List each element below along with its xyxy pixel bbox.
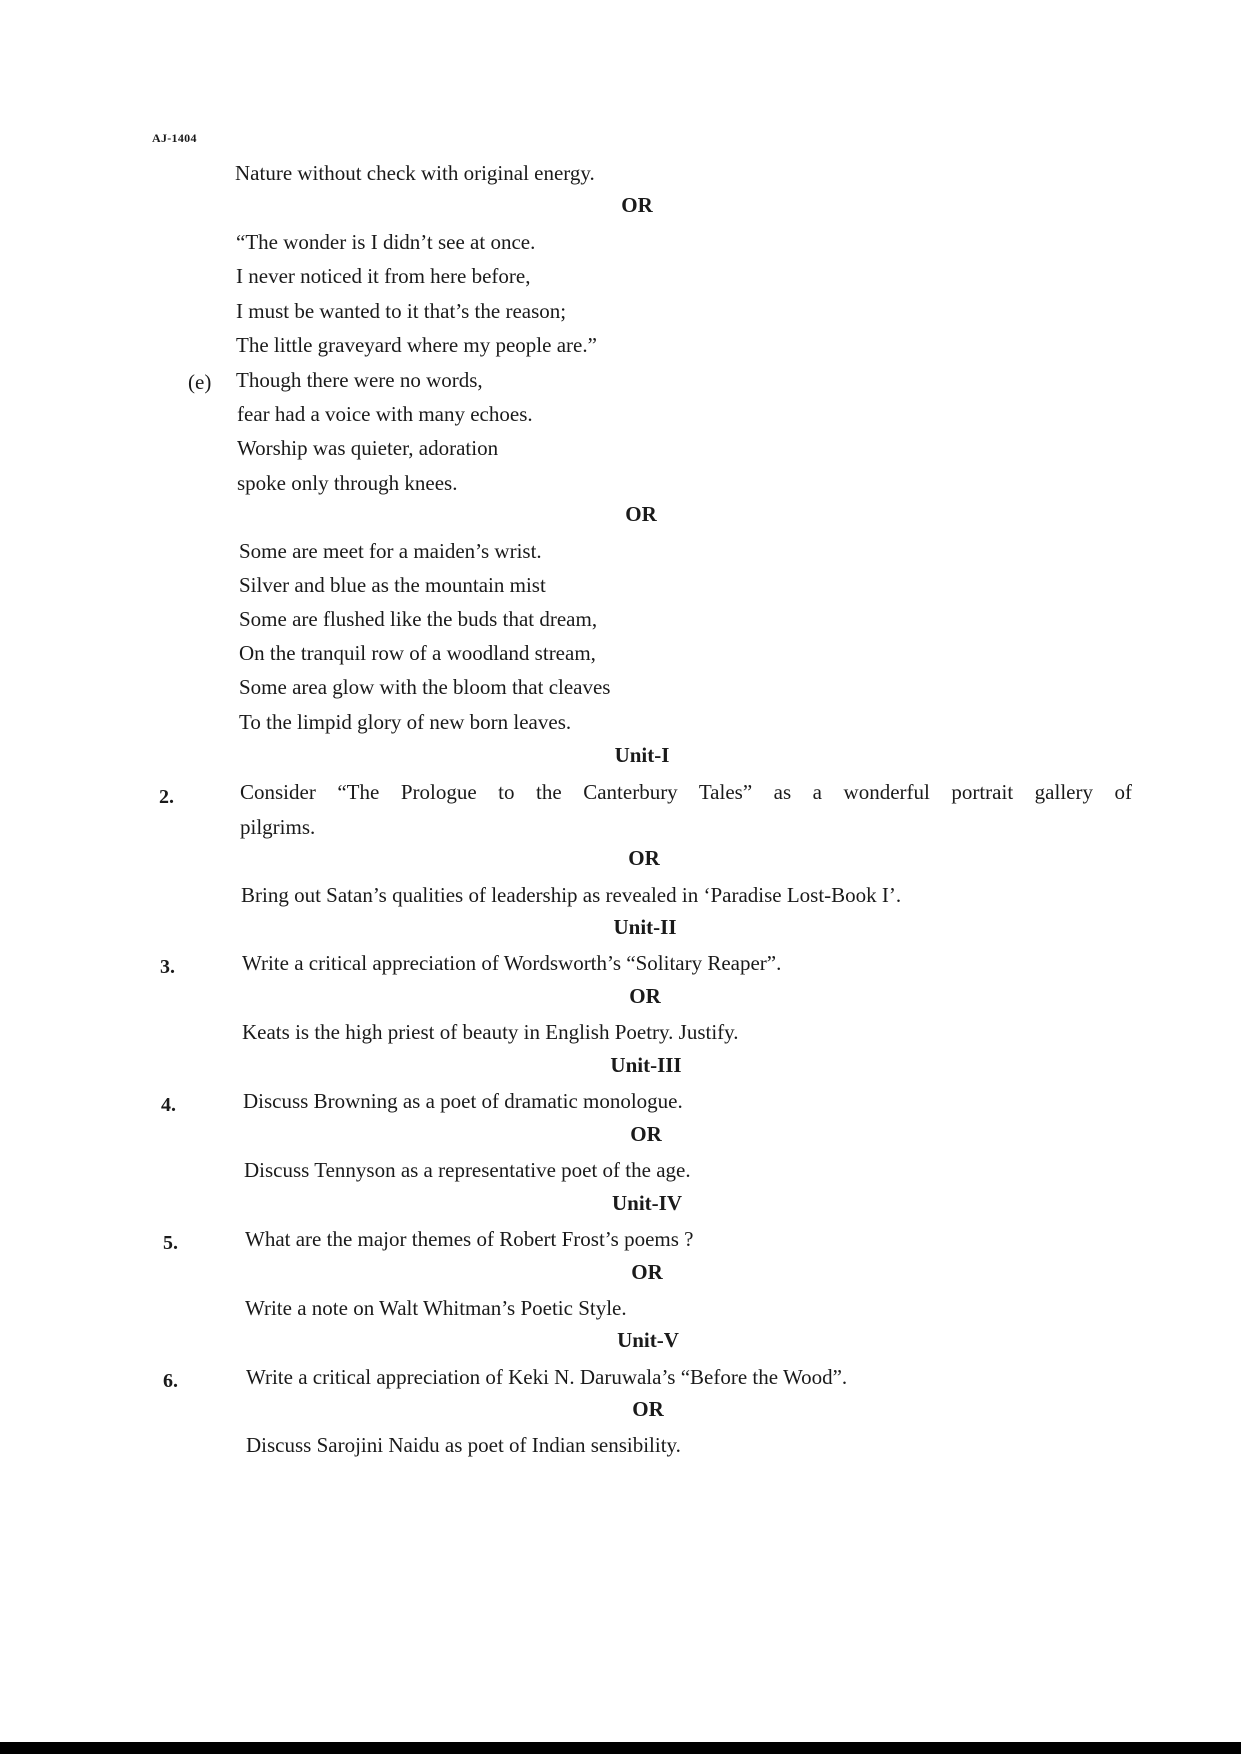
question-text: Discuss Browning as a poet of dramatic monologue. [243, 1089, 683, 1113]
question-number: 2. [159, 786, 174, 808]
question-number: 6. [163, 1370, 178, 1392]
poem-line: On the tranquil row of a woodland stream, [239, 641, 596, 665]
part-e-label: (e) [188, 370, 212, 394]
or-divider: OR [628, 846, 660, 870]
or-divider: OR [631, 1260, 663, 1284]
question-text: Consider “The Prologue to the Canterbury Tales” as a wonderful portrait gallery of [240, 780, 1132, 804]
poem-line: I never noticed it from here before, [236, 264, 531, 288]
continuation-line: Nature without check with original energy. [235, 161, 595, 185]
poem-line: fear had a voice with many echoes. [237, 402, 533, 426]
or-divider: OR [625, 502, 657, 526]
or-divider: OR [630, 1122, 662, 1146]
paper-code: AJ-1404 [152, 131, 197, 145]
poem-line: “The wonder is I didn’t see at once. [236, 230, 536, 254]
alternative-question: Keats is the high priest of beauty in English Poetry. Justify. [242, 1020, 739, 1044]
poem-line: I must be wanted to it that’s the reason; [236, 299, 567, 323]
question-text: Write a critical appreciation of Keki N. Daruwala’s “Before the Wood”. [246, 1365, 848, 1389]
or-divider: OR [632, 1397, 664, 1421]
question-text: Write a critical appreciation of Wordsworth’s “Solitary Reaper”. [242, 951, 782, 975]
unit-heading: Unit-V [617, 1328, 679, 1352]
poem-line: Silver and blue as the mountain mist [239, 573, 546, 597]
question-text-continued: pilgrims. [240, 815, 316, 839]
alternative-question: Discuss Sarojini Naidu as poet of Indian sensibility. [246, 1433, 681, 1457]
question-text: What are the major themes of Robert Frost’s poems ? [245, 1227, 694, 1251]
unit-heading: Unit-II [613, 915, 677, 939]
poem-line: The little graveyard where my people are.” [236, 333, 597, 357]
poem-line: To the limpid glory of new born leaves. [239, 710, 572, 734]
alternative-question: Bring out Satan’s qualities of leadership as revealed in ‘Paradise Lost-Book I’. [241, 883, 902, 907]
poem-line: Worship was quieter, adoration [237, 436, 499, 460]
question-number: 5. [163, 1232, 178, 1254]
or-divider: OR [621, 193, 653, 217]
question-number: 4. [161, 1094, 176, 1116]
unit-heading: Unit-IV [611, 1191, 683, 1215]
question-number: 3. [160, 956, 175, 978]
poem-line: Some area glow with the bloom that cleaves [239, 675, 611, 699]
alternative-question: Write a note on Walt Whitman’s Poetic Style. [245, 1296, 627, 1320]
alternative-question: Discuss Tennyson as a representative poet of the age. [244, 1158, 691, 1182]
or-divider: OR [629, 984, 661, 1008]
poem-line: Some are flushed like the buds that dream, [239, 607, 598, 631]
unit-heading: Unit-I [614, 743, 670, 767]
unit-heading: Unit-III [610, 1053, 682, 1077]
poem-line: Though there were no words, [236, 368, 483, 392]
poem-line: spoke only through knees. [237, 471, 458, 495]
poem-line: Some are meet for a maiden’s wrist. [239, 539, 542, 563]
scan-border [0, 1742, 1241, 1754]
